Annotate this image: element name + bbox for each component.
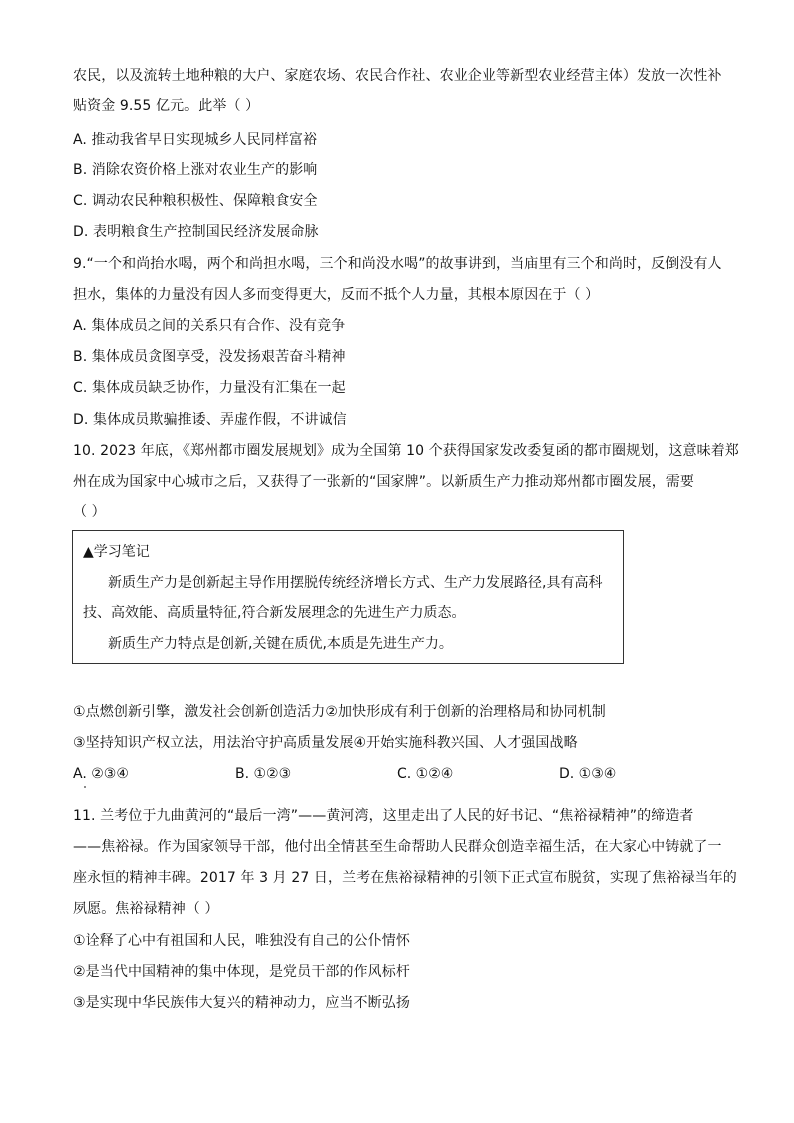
q8-option-d: D. 表明粮食生产控制国民经济发展命脉 xyxy=(73,224,319,240)
study-notes-line-1: 新质生产力是创新起主导作用摆脱传统经济增长方式、生产力发展路径,具有高科 xyxy=(108,575,603,591)
q11-stem-line-2: ——焦裕禄。作为国家领导干部，他付出全情甚至生命帮助人民群众创造幸福生活，在大家心中铸就了一 xyxy=(73,839,722,855)
q8-option-b: B. 消除农资价格上涨对农业生产的影响 xyxy=(73,162,318,178)
q11-item-3: ③是实现中华民族伟大复兴的精神动力，应当不断弘扬 xyxy=(73,995,410,1011)
study-notes-box xyxy=(72,530,624,664)
q8-option-c: C. 调动农民种粮积极性、保障粮食安全 xyxy=(73,193,318,209)
q9-option-b: B. 集体成员贪图享受，没发扬艰苦奋斗精神 xyxy=(73,349,346,365)
q8-option-a: A. 推动我省早日实现城乡人民同样富裕 xyxy=(73,132,318,148)
q9-option-a: A. 集体成员之间的关系只有合作、没有竞争 xyxy=(73,318,346,334)
q10-stem-line-1: 10. 2023 年底，《郑州都市圈发展规划》成为全国第 10 个获得国家发改委复函的都市圈规划，这意味着郑 xyxy=(73,443,739,459)
q10-option-d: D. ①③④ xyxy=(559,766,617,782)
q8-stem-line-2: 贴资金 9.55 亿元。此举（ ） xyxy=(73,98,260,114)
q10-option-c: C. ①②④ xyxy=(397,766,454,782)
q11-stem-line-4: 夙愿。焦裕禄精神（ ） xyxy=(73,901,219,917)
q11-item-2: ②是当代中国精神的集中体现，是党员干部的作风标杆 xyxy=(73,964,410,980)
q10-stem-line-2: 州在成为国家中心城市之后，又获得了一张新的“国家牌”。以新质生产力推动郑州都市圈发展，需要 xyxy=(73,474,695,490)
q9-option-d: D. 集体成员欺骗推诿、弄虚作假，不讲诚信 xyxy=(73,412,347,428)
q8-stem-line-1: 农民，以及流转土地种粮的大户、家庭农场、农民合作社、农业企业等新型农业经营主体）发放一次性补 xyxy=(73,68,722,84)
study-notes-line-2: 技、高效能、高质量特征,符合新发展理念的先进生产力质态。 xyxy=(83,605,466,621)
q9-stem-line-1: 9.“一个和尚抬水喝，两个和尚担水喝，三个和尚没水喝”的故事讲到，当庙里有三个和尚时，反倒没有人 xyxy=(73,256,722,272)
q9-option-c: C. 集体成员缺乏协作，力量没有汇集在一起 xyxy=(73,380,346,396)
q10-stem-line-3: （ ） xyxy=(73,504,106,520)
q9-stem-line-2: 担水，集体的力量没有因人多而变得更大，反而不抵个人力量，其根本原因在于（ ） xyxy=(73,287,600,303)
q10-option-a: A. ②③④ xyxy=(73,766,129,782)
q10-items-line-2: ③坚持知识产权立法，用法治守护高质量发展④开始实施科教兴国、人才强国战略 xyxy=(73,735,578,751)
q10-items-line-1: ①点燃创新引擎，激发社会创新创造活力②加快形成有利于创新的治理格局和协同机制 xyxy=(73,704,606,720)
study-notes-line-3: 新质生产力特点是创新,关键在质优,本质是先进生产力。 xyxy=(108,636,453,652)
q10-option-b: B. ①②③ xyxy=(235,766,292,782)
q11-stem-line-3: 座永恒的精神丰碑。2017 年 3 月 27 日，兰考在焦裕禄精神的引领下正式宣布脱贫，实现了焦裕禄当年的 xyxy=(73,870,737,886)
study-notes-title: ▲学习笔记 xyxy=(83,544,150,560)
scan-dot xyxy=(84,786,86,788)
q11-item-1: ①诠释了心中有祖国和人民，唯独没有自己的公仆情怀 xyxy=(73,933,410,949)
q11-stem-line-1: 11. 兰考位于九曲黄河的“最后一湾”——黄河湾，这里走出了人民的好书记、“焦裕禄精神”的缔造者 xyxy=(73,808,694,824)
q10-options-row xyxy=(73,764,673,784)
